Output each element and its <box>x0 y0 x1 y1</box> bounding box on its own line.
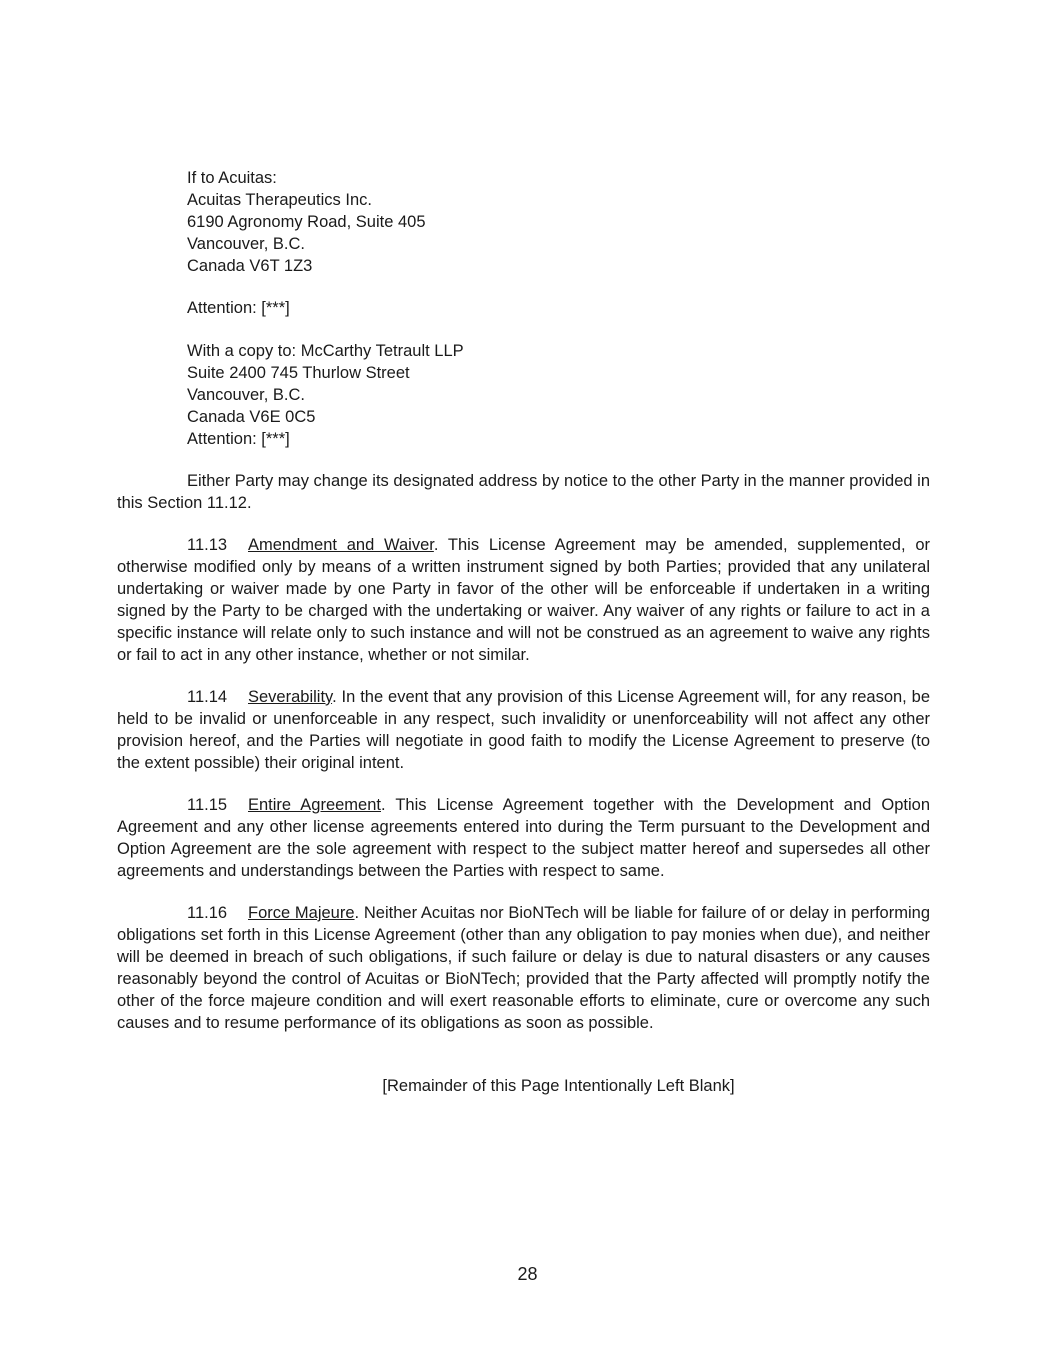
section-11-13 <box>117 534 930 666</box>
acuitas-heading: If to Acuitas: <box>187 169 277 187</box>
section-number: 11.15 <box>187 796 228 814</box>
section-title: Severability <box>248 688 333 706</box>
section-11-15 <box>117 794 930 882</box>
acuitas-city: Vancouver, B.C. <box>187 235 306 253</box>
section-number: 11.14 <box>187 688 228 706</box>
acuitas-company: Acuitas Therapeutics Inc. <box>187 191 372 209</box>
remainder-note: [Remainder of this Page Intentionally Left Blank] <box>382 1077 735 1095</box>
section-number: 11.13 <box>187 536 228 554</box>
copy-country-postal: Canada V6E 0C5 <box>187 408 316 426</box>
section-text: . In the event that any provision of this License Agreement will, for any reason, be held to be invalid or unenforceable in any respect, such invalidity or unenforceability will not affect any other provision hereof, and the Parties will negotiate in good faith to modify the License Agreement to preserve (to the extent possible) their original intent. <box>117 688 930 772</box>
address-change-paragraph: Either Party may change its designated address by notice to the other Party in the manner provided in this Section 11.12. <box>117 472 930 512</box>
section-title: Amendment and Waiver <box>248 536 434 554</box>
copy-attention: Attention: [***] <box>187 430 290 448</box>
page-number: 28 <box>517 1264 538 1284</box>
section-text: . This License Agreement may be amended, supplemented, or otherwise modified only by means of a written instrument signed by both Parties; provided that any unilateral undertaking or waiver made by one Party in favor of the other will be enforceable if undertaken in a writing signed by the Party to be charged with the undertaking or waiver. Any waiver of any rights or failure to act in a specific instance will relate only to such instance and will not be construed as an agreement to waive any rights or fail to act in any other instance, whether or not similar. <box>117 536 930 664</box>
section-title: Entire Agreement <box>248 796 381 814</box>
section-11-16 <box>117 902 930 1034</box>
copy-street: Suite 2400 745 Thurlow Street <box>187 364 410 382</box>
section-text: . Neither Acuitas nor BioNTech will be liable for failure of or delay in performing obligations set forth in this License Agreement (other than any obligation to pay monies when due), and neither will be deemed in breach of such obligations, if such failure or delay is due to natural disasters or any causes reasonably beyond the control of Acuitas or BioNTech; provided that the Party affected will promptly notify the other of the force majeure condition and will exert reasonable efforts to eliminate, cure or overcome any such causes and to resume performance of its obligations as soon as possible. <box>117 904 930 1032</box>
section-text: . This License Agreement together with the Development and Option Agreement and any other license agreements entered into during the Term pursuant to the Development and Option Agreement are the sole agreement with respect to the subject matter hereof and supersedes all other agreements and understandings between the Parties with respect to same. <box>117 796 930 880</box>
acuitas-street: 6190 Agronomy Road, Suite 405 <box>187 213 426 231</box>
section-number: 11.16 <box>187 904 228 922</box>
copy-heading: With a copy to: McCarthy Tetrault LLP <box>187 342 464 360</box>
acuitas-attention: Attention: [***] <box>187 299 290 317</box>
acuitas-country-postal: Canada V6T 1Z3 <box>187 257 313 275</box>
section-title: Force Majeure <box>248 904 355 922</box>
section-11-14 <box>117 686 930 774</box>
copy-city: Vancouver, B.C. <box>187 386 306 404</box>
